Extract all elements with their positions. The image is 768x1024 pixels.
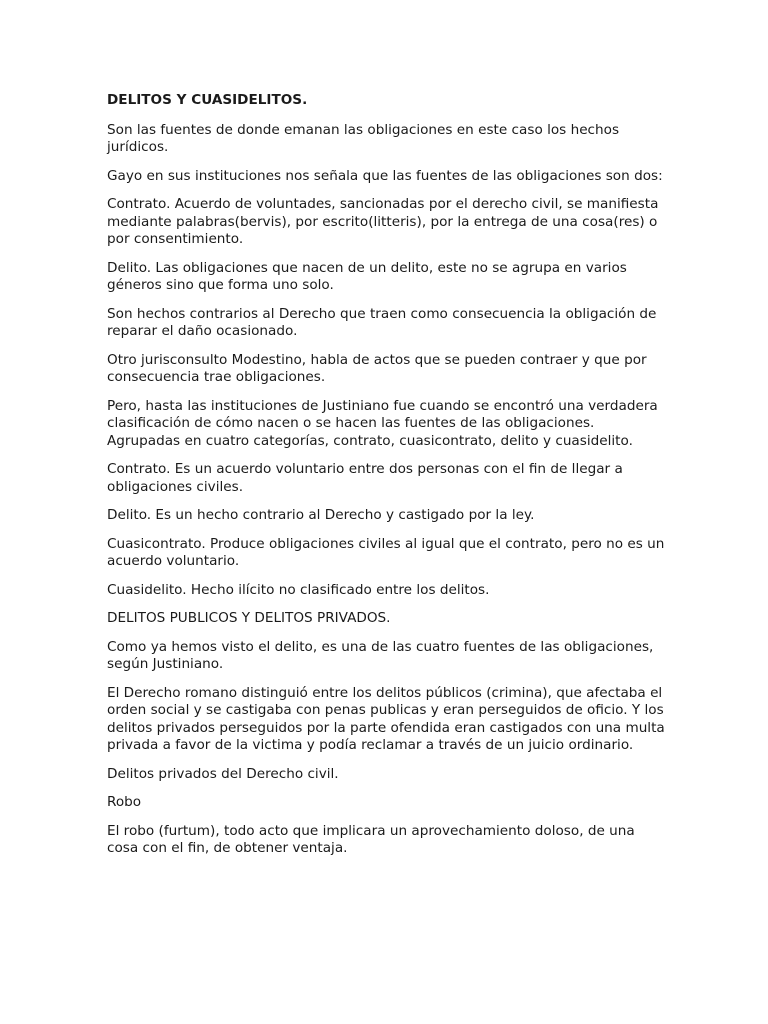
paragraph-fuentes: Son las fuentes de donde emanan las obligaciones en este caso los hechos jurídicos. (107, 121, 620, 155)
subheading-robo: Robo (107, 794, 142, 810)
paragraph-modestino: Otro jurisconsulto Modestino, habla de actos que se pueden contraer y que por consecuencia trae obligaciones. (107, 351, 647, 385)
paragraph-delito: Delito. Es un hecho contrario al Derecho y castigado por la ley. (107, 507, 535, 523)
paragraph-cuasicontrato: Cuasicontrato. Produce obligaciones civiles al igual que el contrato, pero no es un acuerdo voluntario. (107, 535, 665, 569)
paragraph-contrato-def: Contrato. Acuerdo de voluntades, sancionadas por el derecho civil, se manifiesta mediante palabras(bervis), por escrito(litteris), por la entrega de una cosa(res) o por consentimiento. (107, 196, 659, 247)
document-title: DELITOS Y CUASIDELITOS. (107, 92, 308, 108)
paragraph-contrato: Contrato. Es un acuerdo voluntario entre dos personas con el fin de llegar a obligaciones civiles. (107, 461, 623, 495)
paragraph-derecho-romano: El Derecho romano distinguió entre los delitos públicos (crimina), que afectaba el orden social y se castigaba con penas publicas y eran perseguidos de oficio. Y los delitos privados perseguidos por la parte ofendida eran castigados con una multa privada a favor de la victima y podía reclamar a través de un juicio ordinario. (107, 684, 665, 753)
document-page (107, 92, 667, 869)
paragraph-cuatro-fuentes: Como ya hemos visto el delito, es una de las cuatro fuentes de las obligaciones, según Justiniano. (107, 638, 654, 672)
paragraph-hechos-contrarios: Son hechos contrarios al Derecho que traen como consecuencia la obligación de reparar el daño ocasionado. (107, 305, 657, 339)
paragraph-delito-def: Delito. Las obligaciones que nacen de un delito, este no se agrupa en varios géneros sino que forma uno solo. (107, 259, 627, 293)
paragraph-furtum: El robo (furtum), todo acto que implicara un aprovechamiento doloso, de una cosa con el fin, de obtener ventaja. (107, 822, 635, 856)
paragraph-justiniano: Pero, hasta las instituciones de Justiniano fue cuando se encontró una verdadera clasificación de cómo nacen o se hacen las fuentes de las obligaciones. Agrupadas en cuatro categorías, contrato, cuasicontrato, delito y cuasidelito. (107, 397, 658, 449)
paragraph-cuasidelito: Cuasidelito. Hecho ilícito no clasificado entre los delitos. (107, 581, 490, 598)
paragraph-delitos-privados: Delitos privados del Derecho civil. (107, 765, 339, 782)
section-heading-delitos-publicos-privados: DELITOS PUBLICOS Y DELITOS PRIVADOS. (107, 610, 391, 626)
paragraph-gayo: Gayo en sus instituciones nos señala que las fuentes de las obligaciones son dos: (107, 167, 663, 184)
